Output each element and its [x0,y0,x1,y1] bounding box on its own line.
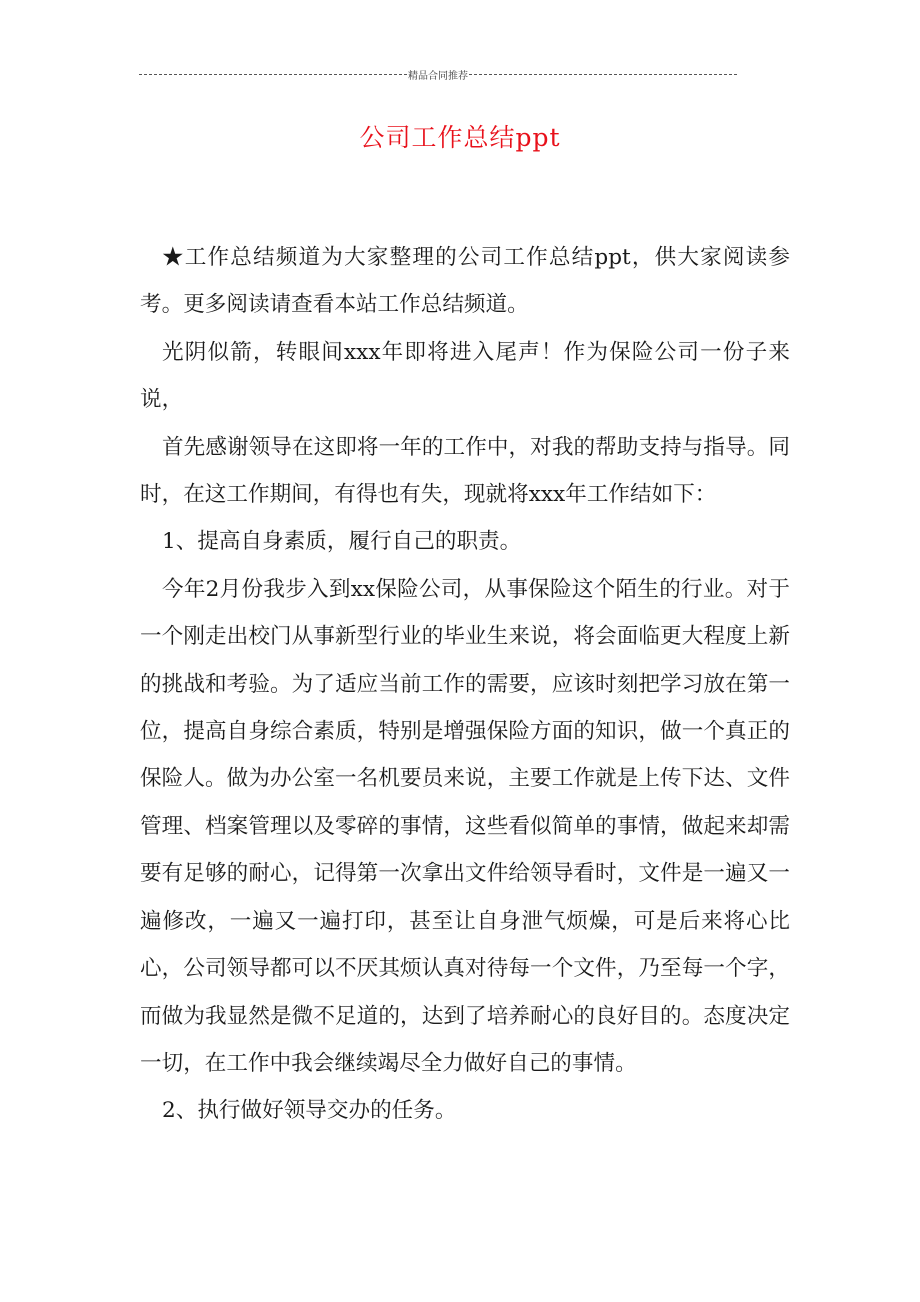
header-dashed-rule-right [469,74,737,75]
section-heading-2: 2、执行做好领导交办的任务。 [162,1098,457,1124]
paragraph-opening: 光阴似箭，转眼间xxx年即将进入尾声！作为保险公司一份子来说， [140,339,790,413]
section-heading-1: 1、提高自身素质，履行自己的职责。 [162,529,522,555]
document-title: 公司工作总结ppt [359,123,561,152]
paragraph-section-1-body: 今年2月份我步入到xx保险公司，从事保险这个陌生的行业。对于一个刚走出校门从事新型行业的毕业生来说，将会面临更大程度上新的挑战和考验。为了适应当前工作的需要，应该时刻把学习放在第一位，提高自身综合素质，特别是增强保险方面的知识，做一个真正的保险人。做为办公室一名机要员来说，主要工作就是上传下达、文件管理、档案管理以及零碎的事情，这些看似简单的事情，做起来却需要有足够的耐心，记得第一次拿出文件给领导看时，文件是一遍又一遍修改，一遍又一遍打印，甚至让自身泄气烦燥，可是后来将心比心，公司领导都可以不厌其烦认真对待每一个文件，乃至每一个字，而做为我显然是微不足道的，达到了培养耐心的良好目的。态度决定一切，在工作中我会继续竭尽全力做好自己的事情。 [140,576,790,1076]
page-header [139,66,737,82]
paragraph-intro: ★工作总结频道为大家整理的公司工作总结ppt，供大家阅读参考。更多阅读请查看本站工作总结频道。 [140,245,790,318]
header-label: 精品合同推荐 [408,70,468,82]
document-body [140,234,790,1135]
paragraph-thanks: 首先感谢领导在这即将一年的工作中，对我的帮助支持与指导。同时，在这工作期间，有得也有失，现就将xxx年工作结如下： [140,434,790,508]
header-dashed-rule-left [139,74,407,75]
